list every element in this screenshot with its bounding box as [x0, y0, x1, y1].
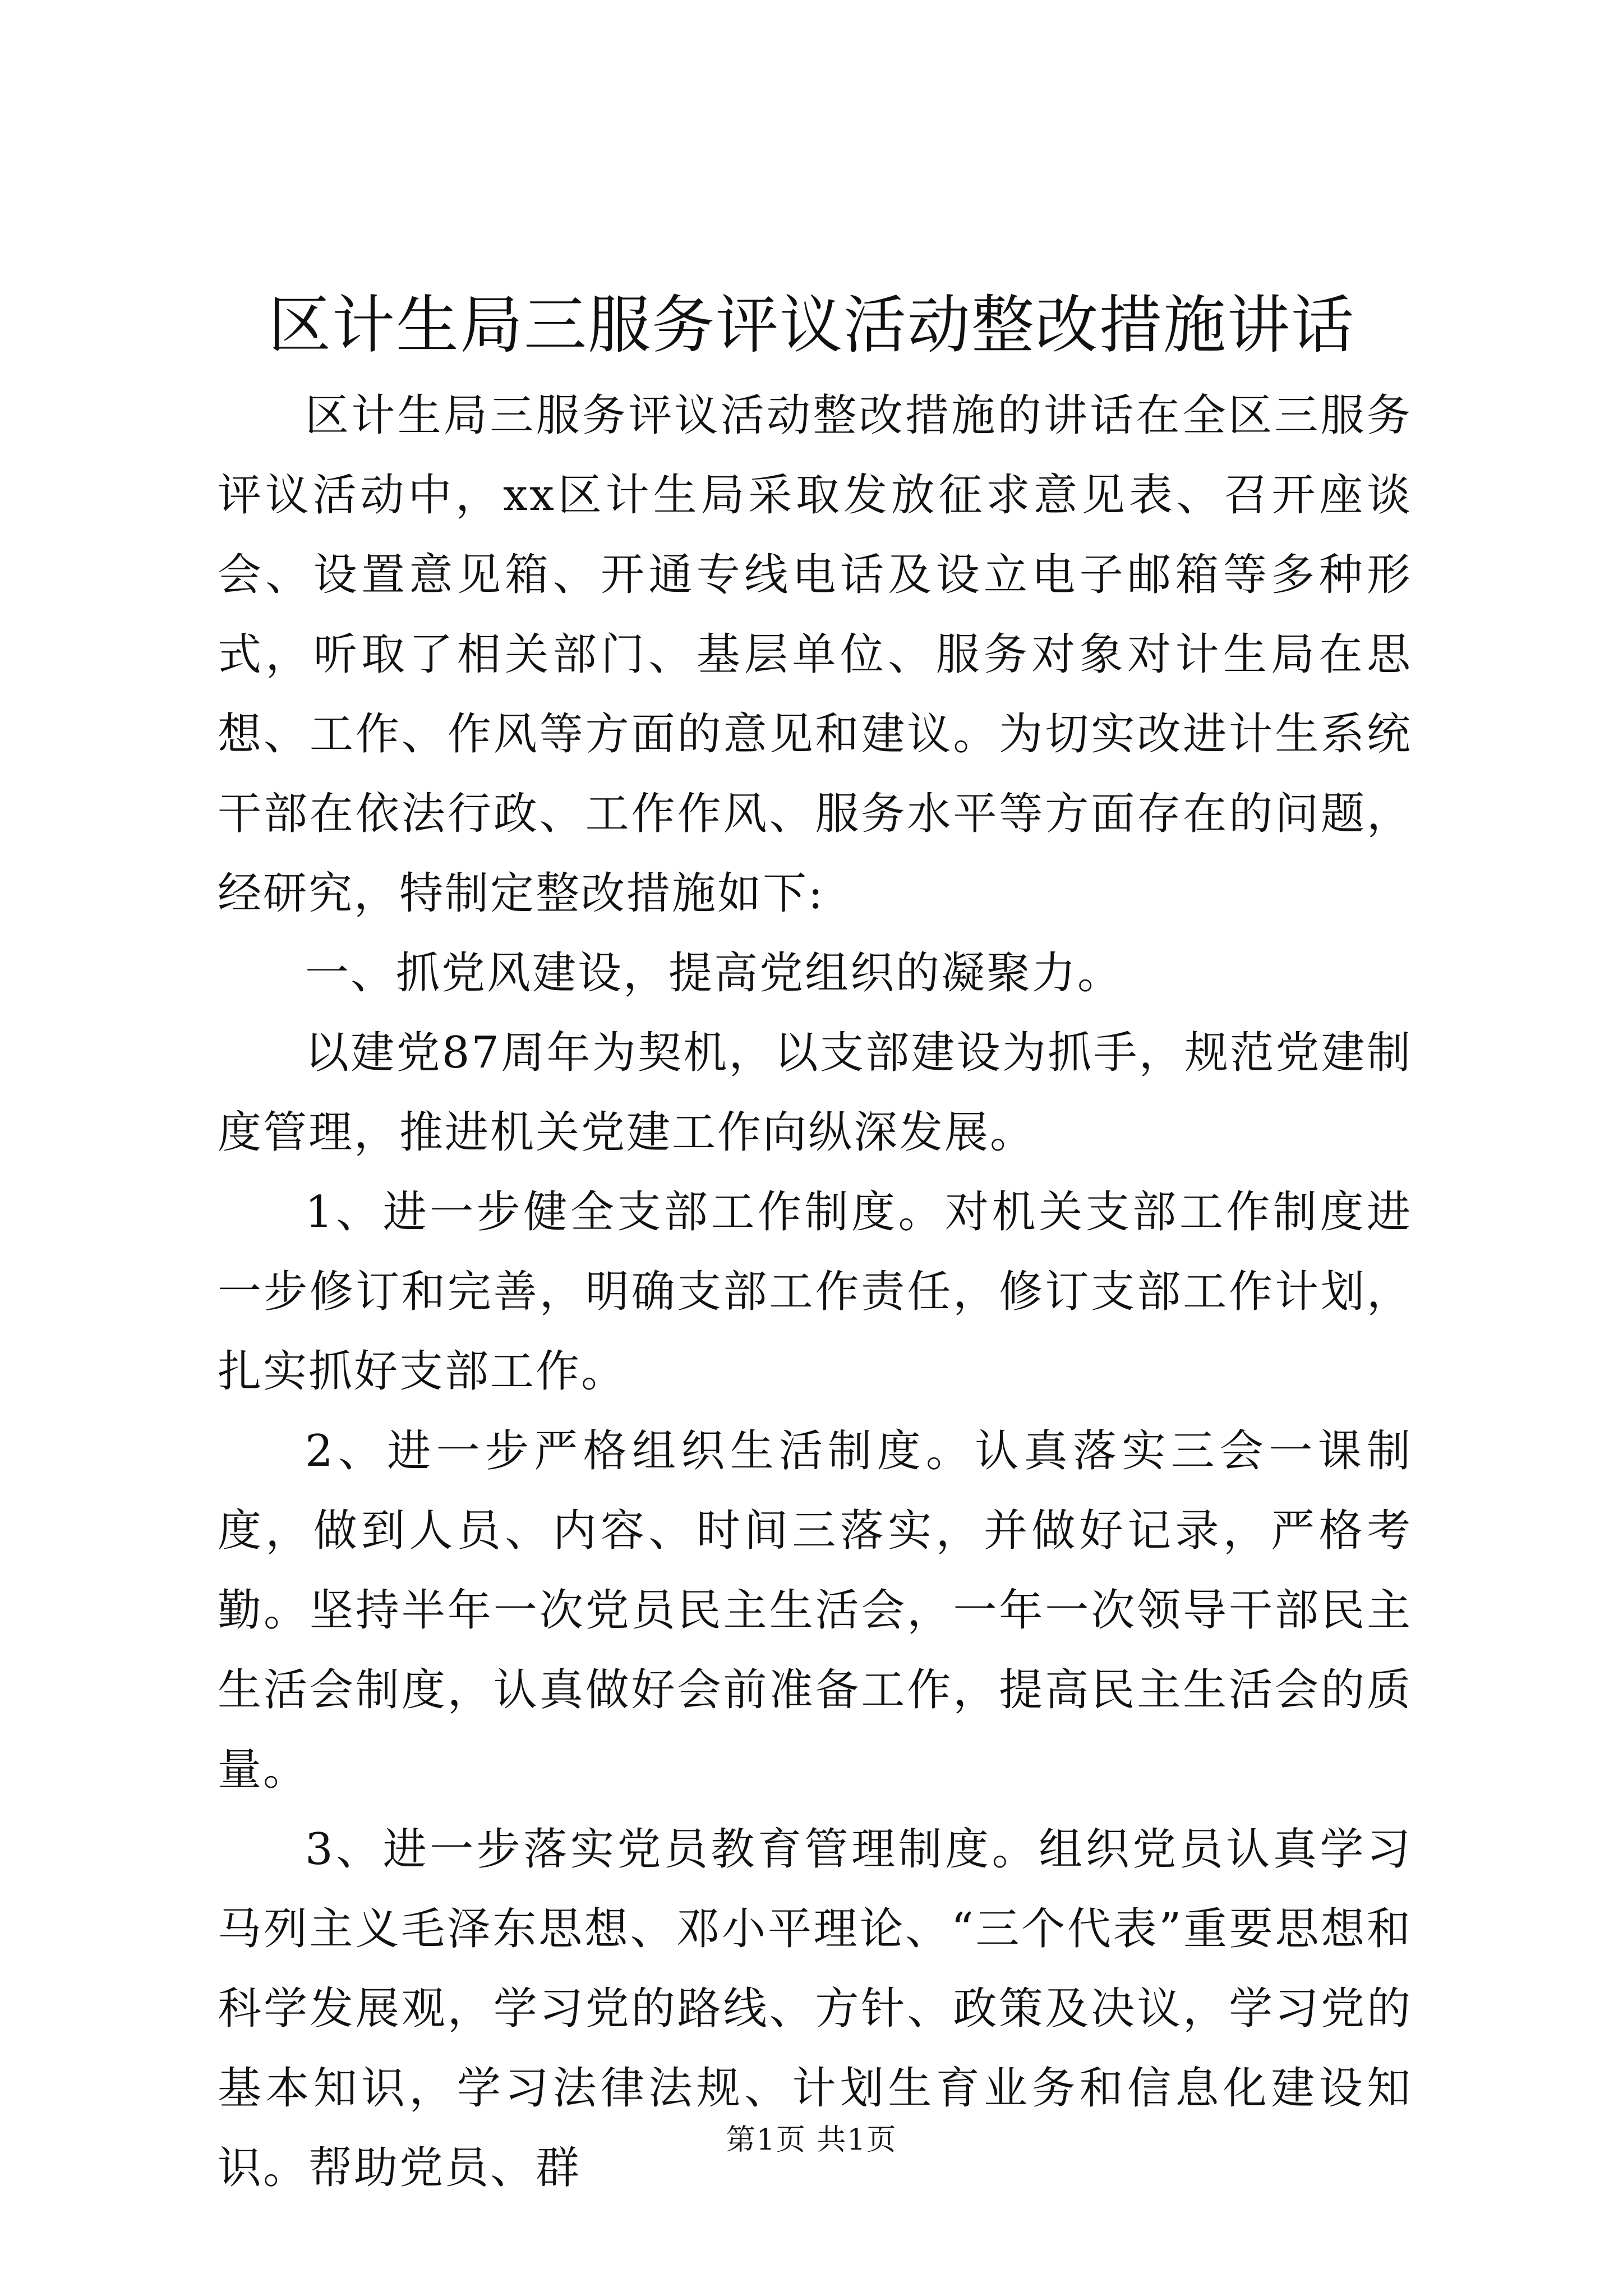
paragraph-section-heading: 一、抓党风建设，提高党组织的凝聚力。: [305, 948, 1123, 999]
paragraph-item-1: 1、进一步健全支部工作制度。对机关支部工作制度进一步修订和完善，明确支部工作责任，修订支部工作计划，扎实抓好支部工作。: [218, 1187, 1412, 1397]
page-footer: 第1页 共1页: [726, 2123, 897, 2157]
paragraph-section-summary: 以建党87周年为契机，以支部建设为抓手，规范党建制度管理，推进机关党建工作向纵深发展。: [218, 1028, 1412, 1158]
document-title: 区计生局三服务评议活动整改措施讲话: [268, 289, 1355, 362]
paragraph-intro: 区计生局三服务评议活动整改措施的讲话在全区三服务评议活动中，xx区计生局采取发放征求意见表、召开座谈会、设置意见箱、开通专线电话及设立电子邮箱等多种形式，听取了相关部门、基层单位、服务对象对计生局在思想、工作、作风等方面的意见和建议。为切实改进计生系统干部在依法行政、工作作风、服务水平等方面存在的问题，经研究，特制定整改措施如下:: [218, 390, 1412, 919]
paragraph-item-2: 2、进一步严格组织生活制度。认真落实三会一课制度，做到人员、内容、时间三落实，并做好记录，严格考勤。坚持半年一次党员民主生活会，一年一次领导干部民主生活会制度，认真做好会前准备工作，提高民主生活会的质量。: [218, 1426, 1412, 1795]
paragraph-item-3: 3、进一步落实党员教育管理制度。组织党员认真学习马列主义毛泽东思想、邓小平理论、“三个代表”重要思想和科学发展观，学习党的路线、方针、政策及决议，学习党的基本知识，学习法律法规、计划生育业务和信息化建设知识。帮助党员、群: [218, 1824, 1412, 2193]
document-body: [218, 376, 1412, 2208]
